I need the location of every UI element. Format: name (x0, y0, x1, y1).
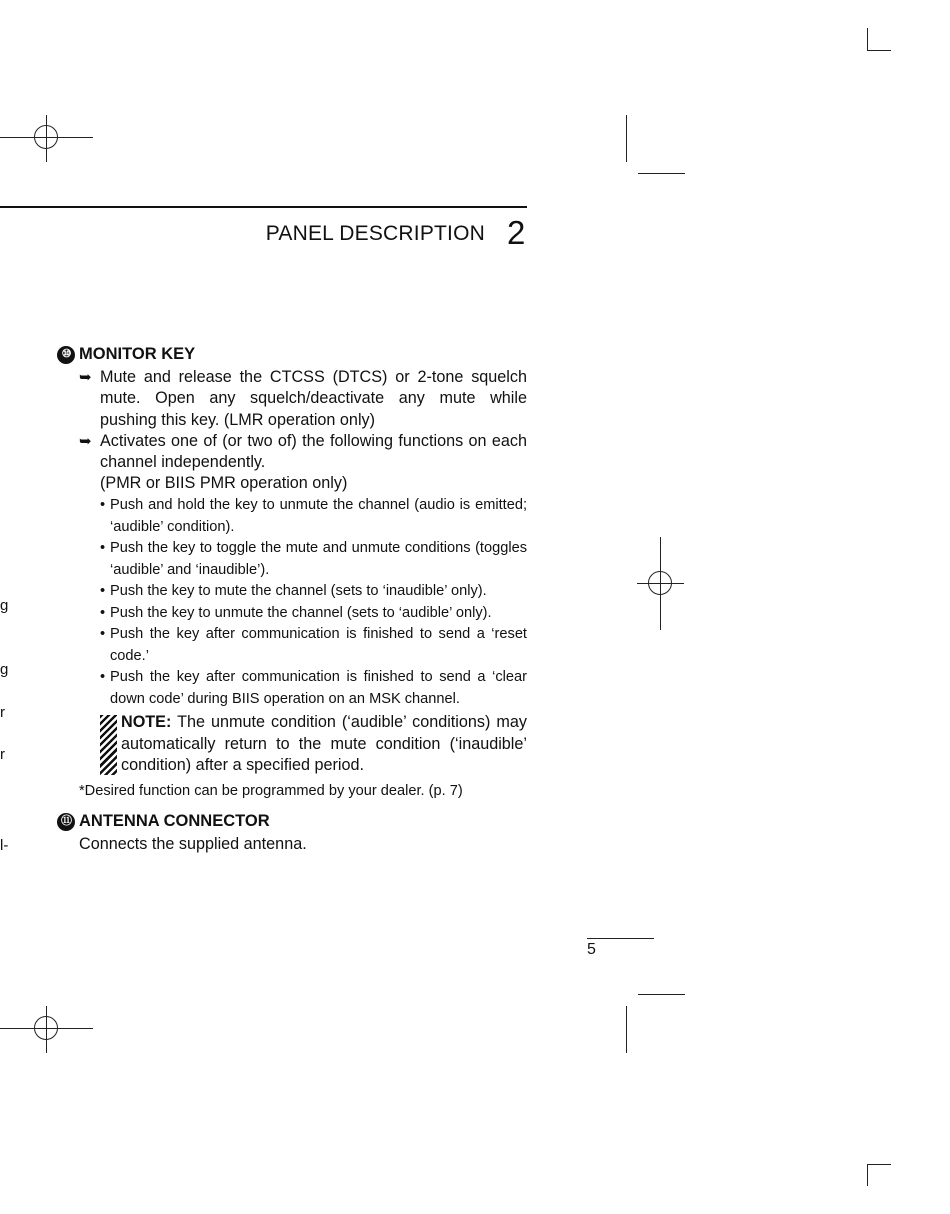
note-body: The unmute condition (‘audible’ conditions) may automatically return to the mute condition (‘inaudible’ condition) after a specified period. (121, 713, 527, 774)
list-item: • Push the key to mute the channel (sets to ‘inaudible’ only). (100, 581, 527, 603)
note-box (100, 712, 527, 776)
margin-fragment: r (0, 746, 5, 763)
bullet-icon: • (100, 497, 106, 514)
crop-mark (626, 115, 627, 162)
margin-fragment: g (0, 661, 9, 678)
bullet-icon: • (100, 669, 106, 686)
arrow-icon: ➥ (79, 432, 92, 450)
arrow-item (79, 367, 527, 431)
crop-mark (626, 1006, 627, 1053)
registration-mark (648, 571, 672, 595)
crop-mark (867, 28, 868, 50)
note-text (121, 712, 527, 776)
registration-mark (34, 1016, 58, 1040)
bullet-icon: • (100, 626, 106, 643)
arrow-item (79, 431, 527, 473)
monitor-key-heading (57, 344, 527, 365)
heading-text: MONITOR KEY (79, 345, 196, 363)
list-item: • Push and hold the key to unmute the channel (audio is emitted; ‘audible’ condition). (100, 495, 527, 538)
number-badge: ⑪ (57, 813, 75, 831)
bullet-icon: • (100, 604, 106, 621)
crop-mark (867, 50, 891, 51)
note-label: NOTE: (121, 713, 172, 732)
crop-mark (867, 1164, 891, 1165)
margin-fragment: l- (0, 837, 9, 854)
margin-fragment: g (0, 597, 9, 614)
bullet-icon: • (100, 583, 106, 600)
list-item: • Push the key after communication is finished to send a ‘reset code.’ (100, 624, 527, 667)
crop-mark (638, 173, 685, 174)
page-number-rule (587, 938, 654, 939)
note-hatch-icon (100, 715, 117, 775)
crop-mark (867, 1164, 868, 1186)
antenna-connector-heading (57, 811, 527, 832)
page-number: 5 (587, 941, 596, 958)
list-item: • Push the key to unmute the channel (sets to ‘audible’ only). (100, 603, 527, 625)
operation-note: (PMR or BIIS PMR operation only) (100, 474, 348, 493)
section-title: PANEL DESCRIPTION (265, 222, 485, 245)
bullet-list (100, 495, 527, 710)
list-item: • Push the key to toggle the mute and unmute conditions (toggles ‘audible’ and ‘inaudible’). (100, 538, 527, 581)
margin-fragment: r (0, 704, 5, 721)
antenna-description: Connects the supplied antenna. (79, 835, 307, 854)
registration-mark (34, 125, 58, 149)
arrow-item-text: Activates one of (or two of) the following functions on each channel independently. (100, 431, 527, 472)
heading-text: ANTENNA CONNECTOR (79, 812, 270, 831)
chapter-number: 2 (507, 214, 526, 251)
number-badge: ⑩ (57, 346, 75, 364)
list-item: • Push the key after communication is finished to send a ‘clear down code’ during BIIS operation on an MSK channel. (100, 667, 527, 710)
header-rule (0, 206, 527, 208)
arrow-icon: ➥ (79, 369, 92, 387)
main-content (57, 344, 527, 856)
arrow-item-text: Mute and release the CTCSS (DTCS) or 2-tone squelch mute. Open any squelch/deactivate any mute while pushing this key. (LMR operation only) (100, 368, 527, 429)
crop-mark (638, 994, 685, 995)
antenna-connector-section (57, 811, 527, 855)
bullet-icon: • (100, 540, 106, 557)
footnote: *Desired function can be programmed by your dealer. (p. 7) (79, 783, 463, 800)
